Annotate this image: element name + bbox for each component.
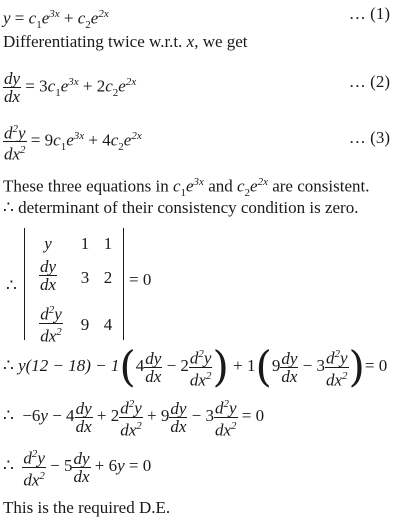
- final-equals: = 0: [128, 456, 152, 476]
- determinant-therefore: ∴: [6, 276, 17, 295]
- expansion-2-line: ∴ −6y − 4 $\frac{dy}{dx}$ + 2 $\frac{d^2y}{dx^2}$ + 9 $\frac{dy}{dx}$ − 3 $\frac{d^2y}{dx^2}$ = 0: [3, 398, 265, 440]
- det-r3c3: 4: [103, 315, 113, 334]
- consistent-pre: These three equations in: [3, 176, 169, 196]
- determinant-left-bar: [24, 228, 25, 340]
- differentiating-tail: , we get: [194, 32, 248, 51]
- det-r2c2: 3: [80, 268, 90, 287]
- expansion-equals: = 0: [364, 356, 388, 375]
- final-equation: ∴ $\frac{d^2y}{dx^2}$ − 5 $\frac{dy}{dx}$ + 6y = 0: [3, 448, 152, 490]
- expansion-therefore: ∴: [3, 356, 14, 375]
- det-r3c1: $\frac{d^2y}{dx^2}$: [40, 304, 62, 346]
- determinant-right-bar: [123, 228, 124, 340]
- determinant-equals-zero: = 0: [129, 270, 152, 289]
- consistent-mid: and: [208, 176, 233, 196]
- final-therefore: ∴: [3, 456, 14, 476]
- differentiating-var: x: [186, 32, 195, 51]
- equation-1: $y = c_1e^{3x} + c_2e^{2x}$: [3, 8, 109, 32]
- expansion-2-therefore: ∴: [3, 406, 14, 426]
- eq1-lhs: y: [3, 8, 11, 28]
- consistent-line: These three equations in $c_1e^{3x}$ and $c_2e^{2x}$ are consistent.: [3, 176, 370, 200]
- equation-2-number: … (2): [348, 72, 390, 91]
- conclusion-line: This is the required D.E.: [3, 498, 171, 517]
- equation-1-number: … (1): [348, 4, 390, 23]
- equation-2: $\frac{dy}{dx}$ = $3c_1e^{3x} + 2c_2e^{2x}$: [4, 69, 137, 107]
- equation-3-number: … (3): [348, 128, 390, 147]
- det-r2c3: 2: [103, 268, 113, 287]
- expansion-pre: y(12 − 18) − 1: [18, 356, 120, 375]
- expansion-line: ∴ y(12 − 18) − 1(4 $\frac{dy}{dx}$ − 2 $\frac{d^2y}{dx^2}$ ) + 1(9 $\frac{dy}{dx}$ − 3 $\frac{d^2y}{dx^2}$ )= 0: [3, 342, 388, 392]
- expansion-2-equals: = 0: [241, 406, 265, 426]
- det-r1c3: 1: [103, 234, 113, 253]
- det-r1c2: 1: [80, 234, 90, 253]
- equation-3: $\frac{d^2y}{dx^2}$ = $9c_1e^{3x} + 4c_2e^{2x}$: [4, 122, 142, 164]
- det-r2c1: $\frac{dy}{dx}$: [39, 257, 57, 294]
- differentiating-line: [3, 32, 248, 52]
- differentiating-text: Differentiating twice w.r.t.: [3, 32, 183, 51]
- det-r3c2: 9: [80, 315, 90, 334]
- therefore-line: ∴ determinant of their consistency condition is zero.: [3, 198, 359, 217]
- det-r1c1: y: [44, 234, 52, 253]
- consistent-post: are consistent.: [272, 176, 370, 196]
- expansion-plus: + 1: [233, 356, 256, 375]
